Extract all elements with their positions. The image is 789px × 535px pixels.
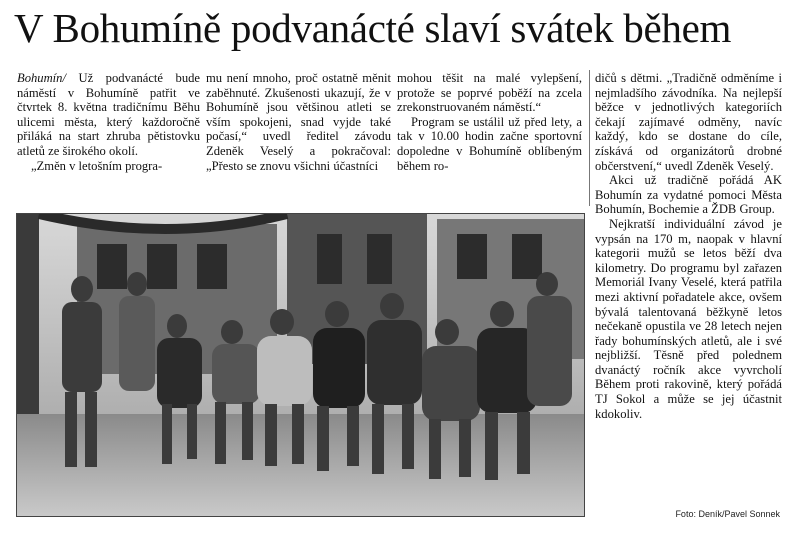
- article-headline: V Bohumíně podvanácté slaví svátek během: [14, 5, 732, 51]
- paragraph: mu není mnoho, proč ostatně měnit zaběhnuté. Zkušenosti ukazují, že v Bohumíně jsou většinou atleti se vším spokojeni, snad vyjde také počasí,“ uvedl ředitel závodu Zdeněk Veselý a pokračoval: „Přesto se znovu všichni účastníci: [206, 71, 391, 173]
- paragraph: Program se ustálil už před lety, a tak v 10.00 hodin začne sportovní dopoledne v Bohumíně oblíbeným během ro-: [397, 114, 582, 173]
- article-column-2: [206, 71, 391, 173]
- paragraph: „Změn v letošním progra-: [31, 158, 163, 173]
- article-column-4: [595, 71, 782, 421]
- paragraph: Akci už tradičně pořádá AK Bohumín za vydatné pomoci Města Bohumín, Bochemie a ŽDB Group.: [595, 173, 782, 217]
- paragraph: Nejkratší individuální závod je vypsán na 170 m, naopak v hlavní kategorii mužů se letos běží dva kilometry. Do programu byl zařazen Memoriál Ivany Veselé, která patřila mezi aktivní pořadatele akce, ovšem bývalá talentovaná běžkyně letos nečekaně opustila ve 28 letech nejen řady bohumínských atletů, ale i své nejbližší. Těsně před polednem dvanáctý ročník akce vyvrcholí Během proti rakovině, který pořádá TJ Sokol a může se jej účastnit kdokoliv.: [595, 216, 782, 421]
- paragraph: mohou těšit na malé vylepšení, protože se poprvé poběží na zcela zrekonstruovaném náměstí.“: [397, 71, 582, 115]
- article-column-3: [397, 71, 582, 173]
- race-start-photo: [16, 213, 585, 517]
- photo-credit: Foto: Deník/Pavel Sonnek: [675, 509, 780, 519]
- dateline: Bohumín/: [17, 71, 66, 85]
- column-divider: [589, 70, 590, 206]
- article-column-1: [17, 71, 200, 173]
- paragraph: Už podvanácté bude náměstí v Bohumíně patřit ve čtvrtek 8. května tradičnímu Běhu ulicemi města, který každoročně přiláká na start zhruba pětistovku atletů ze širokého okolí.: [17, 71, 200, 158]
- paragraph: dičů s dětmi. „Tradičně odměníme i nejmladšího závodníka. Na nejlepší běžce v jednotlivých kategoriích čekají zajímavé odměny, navíc každý, kdo se dostane do cíle, získává od organizátorů drobné občerstvení,“ uvedl Zdeněk Veselý.: [595, 71, 782, 173]
